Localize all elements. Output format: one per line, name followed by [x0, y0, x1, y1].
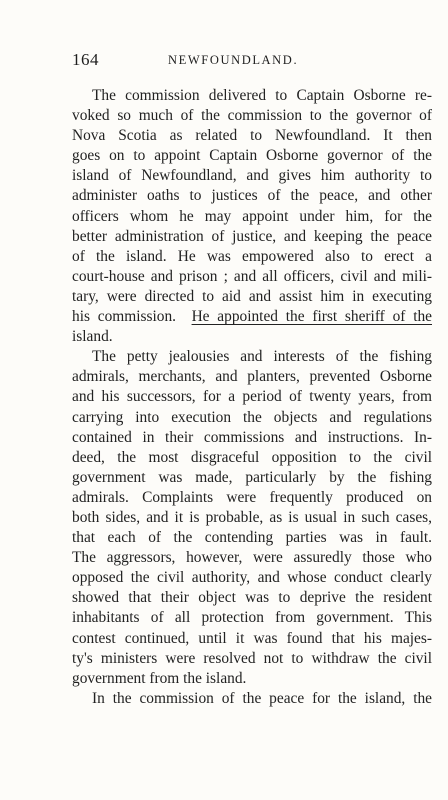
text-line: showed that their object was to deprive the resident	[72, 589, 432, 607]
page-number: 164	[72, 50, 99, 69]
text-line: court-house and prison ; and all officers, civil and mili-	[72, 267, 432, 285]
text-line: admirals. Complaints were frequently produced on	[72, 488, 432, 506]
text-line: officers whom he may appoint under him, for the	[72, 207, 432, 225]
text-line: Nova Scotia as related to Newfoundland. It then	[72, 127, 432, 145]
paragraph-3	[72, 689, 432, 709]
text-line-with-underline	[72, 307, 432, 327]
text-line: The aggressors, however, were assuredly those who	[72, 549, 432, 567]
text-line: deed, the most disgraceful opposition to the civil	[72, 448, 432, 466]
paragraph-1	[72, 86, 432, 347]
text-line: island.	[72, 328, 113, 346]
text-line: both sides, and it is probable, as is usual in such cases,	[72, 508, 432, 526]
text-line: The petty jealousies and interests of the fishing	[92, 348, 432, 366]
text-line: contained in their commissions and instructions. In-	[72, 428, 432, 446]
text-line: The commission delivered to Captain Osborne re-	[92, 87, 432, 104]
paragraph-2	[72, 347, 432, 689]
text-line: and his successors, for a period of twenty years, from	[72, 388, 432, 406]
text-line: contest continued, until it was found that his majes-	[72, 629, 432, 647]
text-line: better administration of justice, and keeping the peace	[72, 227, 432, 245]
text-line: inhabitants of all protection from government. This	[72, 609, 432, 627]
body-text	[72, 86, 432, 709]
text-line: government from the island.	[72, 669, 247, 687]
text-line: voked so much of the commission to the governor of	[72, 107, 432, 125]
text-line: In the commission of the peace for the island, the	[92, 689, 432, 707]
text-line: goes on to appoint Captain Osborne governor of the	[72, 147, 432, 165]
page-header	[72, 50, 432, 72]
text-line: government was made, particularly by the fishing	[72, 468, 432, 486]
text-line: admirals, merchants, and planters, prevented Osborne	[72, 368, 432, 386]
text-line: administer oaths to justices of the peace, and other	[72, 187, 432, 205]
text-line: of the island. He was empowered also to erect a	[72, 247, 432, 265]
running-head: NEWFOUNDLAND.	[168, 53, 299, 67]
text-segment: his commission.	[72, 308, 176, 326]
text-line: tary, were directed to aid and assist him in executing	[72, 287, 432, 305]
text-line: opposed the civil authority, and whose conduct clearly	[72, 569, 432, 587]
text-line: ty's ministers were resolved not to withdraw the civil	[72, 649, 432, 667]
text-line: carrying into execution the objects and regulations	[72, 408, 432, 426]
text-line: that each of the contending parties was in fault.	[72, 529, 432, 547]
text-line: island of Newfoundland, and gives him authority to	[72, 167, 432, 185]
underlined-sentence: He appointed the first sheriff of the	[191, 308, 432, 326]
